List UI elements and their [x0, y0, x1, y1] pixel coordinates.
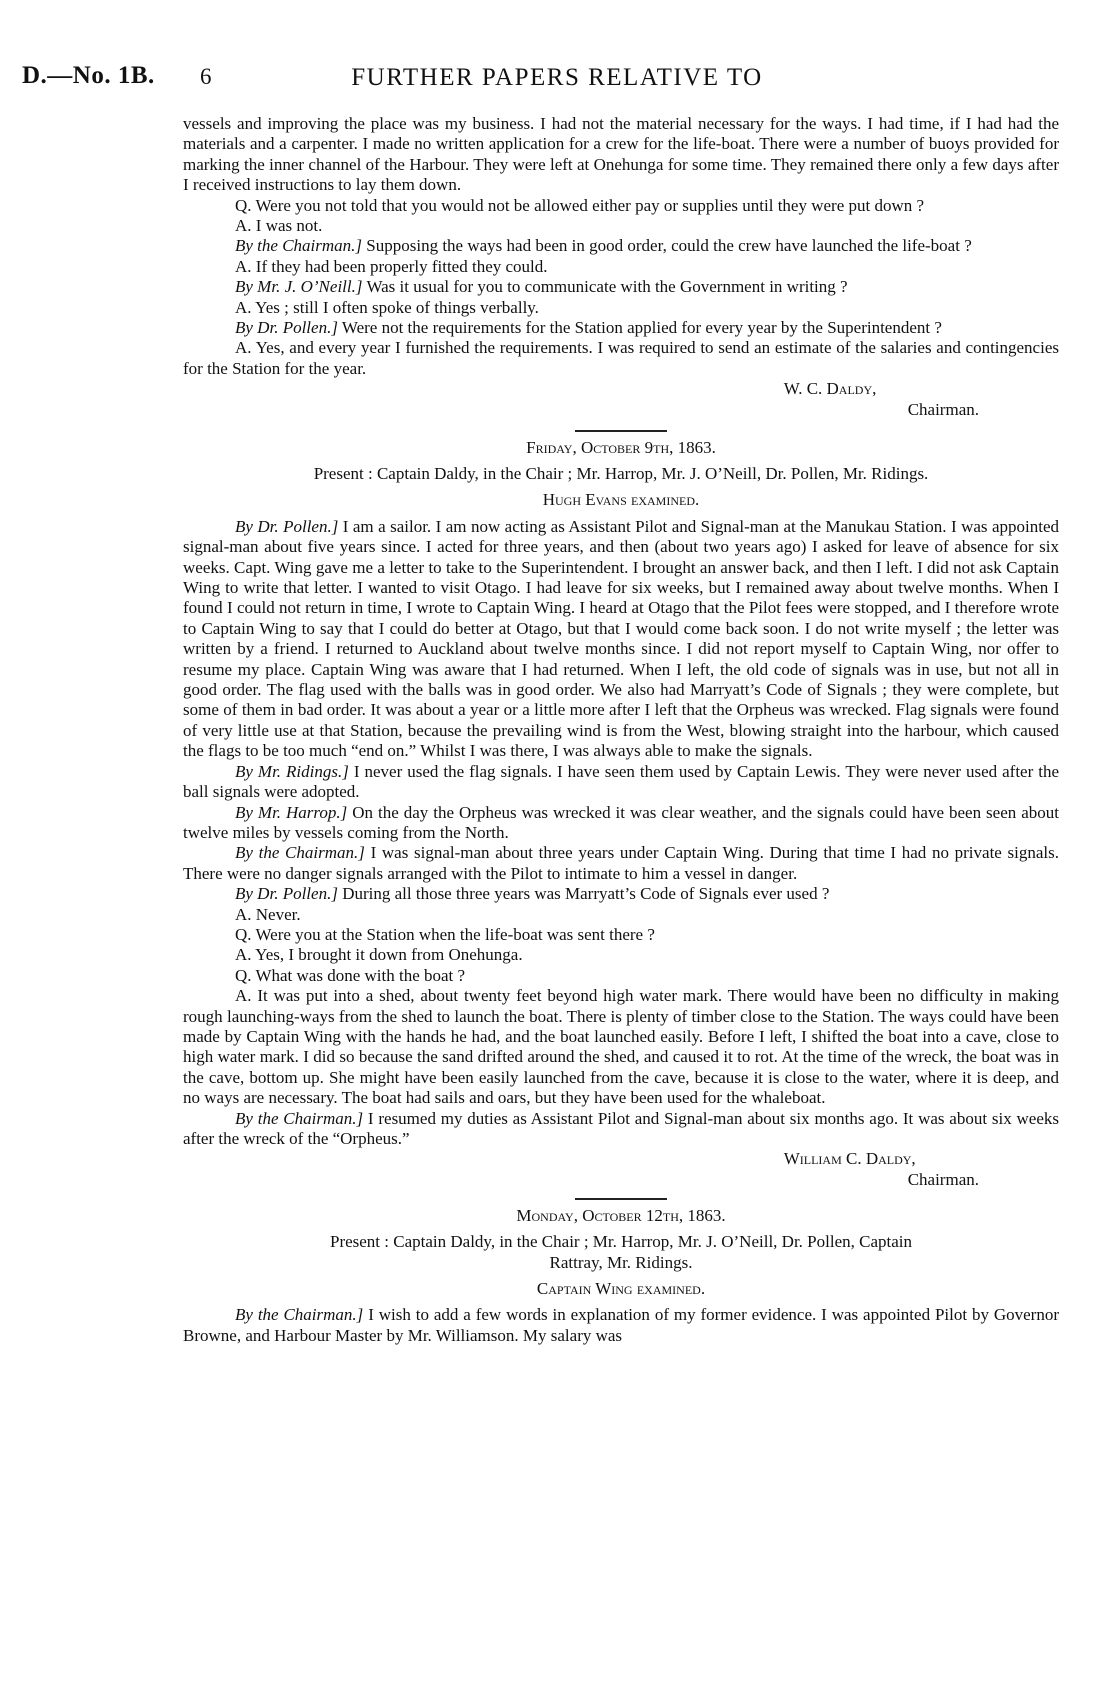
- speaker-label: By the Chairman.]: [235, 1305, 364, 1325]
- question: Q. Were you at the Station when the life-boat was sent there ?: [235, 924, 655, 944]
- signature-name: William C. Daldy,: [783, 1149, 916, 1169]
- question: [183, 884, 1059, 904]
- testimony-paragraph: [183, 843, 1059, 884]
- speaker-label: By Mr. Harrop.]: [235, 802, 348, 822]
- speaker-label: By Dr. Pollen.]: [235, 884, 338, 904]
- section-divider: [575, 430, 667, 432]
- question: [183, 277, 1059, 297]
- present-list: [183, 1232, 1059, 1273]
- signature-name: W. C. Daldy,: [783, 379, 877, 399]
- page-number: 6: [200, 64, 212, 89]
- session-date: Friday, October 9th, 1863.: [526, 437, 716, 457]
- paragraph: vessels and improving the place was my business. I had not the material necessary for the ways. I had time, if I had had the materials and a carpenter. I made no written application for a crew for the life-boat. There were a number of buoys provided for marking the inner channel of the Harbour. They were left at Onehunga for some time. They remained there only a few days after I received instructions to lay them down.: [183, 114, 1059, 195]
- signature-role: Chairman.: [907, 399, 979, 419]
- section-divider: [575, 1198, 667, 1200]
- answer: A. Yes ; still I often spoke of things verbally.: [235, 297, 539, 317]
- speaker-label: By Dr. Pollen.]: [235, 516, 339, 536]
- session-date: Monday, October 12th, 1863.: [516, 1205, 726, 1225]
- witness-heading: Hugh Evans examined.: [542, 490, 700, 510]
- testimony-text: I wish to add a few words in explanation of my former evidence. I was appointed Pilot by Governor Browne, and Harbour Master by Mr. Williamson. My salary was: [183, 1305, 1059, 1345]
- speaker-label: By Mr. Ridings.]: [235, 761, 349, 781]
- testimony-paragraph: [183, 1305, 1059, 1346]
- running-title: FURTHER PAPERS RELATIVE TO: [351, 64, 763, 91]
- signature-block: [183, 379, 1059, 420]
- present-list: Present : Captain Daldy, in the Chair ; Mr. Harrop, Mr. J. O’Neill, Dr. Pollen, Mr. Ridings.: [313, 464, 929, 483]
- testimony-text: I never used the flag signals. I have seen them used by Captain Lewis. They were never used after the ball signals were adopted.: [183, 761, 1060, 802]
- question-text: Were not the requirements for the Station applied for every year by the Superintendent ?: [341, 318, 942, 338]
- answer: A. If they had been properly fitted they could.: [235, 256, 548, 276]
- answer: A. Yes, and every year I furnished the requirements. I was required to send an estimate of the salaries and contingencies for the Station for the year.: [183, 338, 1059, 378]
- document-body: [183, 114, 1059, 1346]
- testimony-paragraph: [183, 1109, 1059, 1150]
- present-line: Rattray, Mr. Ridings.: [549, 1252, 693, 1272]
- signature-block: [183, 1149, 1059, 1190]
- question-text: During all those three years was Marryatt’s Code of Signals ever used ?: [342, 884, 830, 904]
- answer: A. Yes, I brought it down from Onehunga.: [235, 945, 523, 965]
- testimony-text: On the day the Orpheus was wrecked it was clear weather, and the signals could have been seen about twelve miles by vessels coming from the North.: [183, 802, 1059, 842]
- speaker-label: By the Chairman.]: [235, 1108, 364, 1128]
- present-line: Present : Captain Daldy, in the Chair ; Mr. Harrop, Mr. J. O’Neill, Dr. Pollen, Captain: [329, 1232, 912, 1252]
- page-header: [22, 62, 1092, 102]
- testimony-paragraph: [183, 517, 1059, 762]
- speaker-label: By Dr. Pollen.]: [235, 318, 338, 338]
- testimony-text: I am a sailor. I am now acting as Assistant Pilot and Signal-man at the Manukau Station. I was appointed signal-man about five years since. I acted for three years, and then (about two years ago) I asked for leave of absence for six weeks. Capt. Wing gave me a letter to take to the Superintendent. I brought an answer back, and then I left. I did not ask Captain Wing to write that letter. I wanted to visit Otago. I had leave for six weeks, but I remained away about twelve months. When I found I could not return in time, I wrote to Captain Wing. I heard at Otago that the Pilot fees were stopped, and I therefore wrote to Captain Wing to say that I could do better at Otago, but that I would come back soon. I do not write myself ; the letter was written by a friend. I returned to Auckland about twelve months since. I did not report myself to Captain Wing, nor offer to resume my place. Captain Wing was aware that I had returned. When I left, the old code of signals was in use, but not all in good order. The flag used with the balls was in good order. We also had Marryatt’s Code of Signals ; they were complete, but some of them in bad order. It was about a year or a little more after I left that the Orpheus was wrecked. Flag signals were found of very little use at that Station, because the prevailing wind is from the West, blowing straight into the harbour, which caused the flags to be too much “end on.” Whilst I was there, I was always able to make the signals.: [183, 516, 1059, 761]
- document-reference: D.—No. 1B.: [22, 62, 155, 89]
- testimony-paragraph: [183, 803, 1059, 844]
- speaker-label: By Mr. J. O’Neill.]: [235, 277, 363, 297]
- answer: A. I was not.: [235, 216, 323, 236]
- question: Q. What was done with the boat ?: [235, 965, 466, 985]
- signature-role: Chairman.: [907, 1169, 979, 1189]
- question: [183, 318, 1059, 338]
- question: Q. Were you not told that you would not be allowed either pay or supplies until they were put down ?: [235, 195, 925, 215]
- answer: A. It was put into a shed, about twenty feet beyond high water mark. There would have been no difficulty in making rough launching-ways from the shed to launch the boat. There is plenty of timber close to the Station. The ways could have been made by Captain Wing with the hands he had, and the boat launched easily. Before I left, I shifted the boat into a cave, close to high water mark. I did so because the sand drifted around the shed, and caused it to rot. At the time of the wreck, the boat was in the cave, bottom up. She might have been easily launched from the cave, because it is close to the water, where it is deep, and no ways are necessary. The boat had sails and oars, but they have been used for the whaleboat.: [183, 986, 1059, 1108]
- question: [183, 236, 1059, 256]
- question-text: Supposing the ways had been in good order, could the crew have launched the life-boat ?: [366, 236, 972, 256]
- question-text: Was it usual for you to communicate with the Government in writing ?: [366, 277, 848, 297]
- speaker-label: By the Chairman.]: [235, 236, 363, 256]
- answer: A. Never.: [235, 904, 301, 924]
- testimony-text: I resumed my duties as Assistant Pilot and Signal-man about six months ago. It was about six weeks after the wreck of the “Orpheus.”: [183, 1108, 1059, 1148]
- testimony-paragraph: [183, 762, 1059, 803]
- testimony-text: I was signal-man about three years under Captain Wing. During that time I had no private signals. There were no danger signals arranged with the Pilot to intimate to him a vessel in danger.: [183, 843, 1059, 883]
- witness-heading: Captain Wing examined.: [536, 1278, 706, 1298]
- speaker-label: By the Chairman.]: [235, 843, 365, 863]
